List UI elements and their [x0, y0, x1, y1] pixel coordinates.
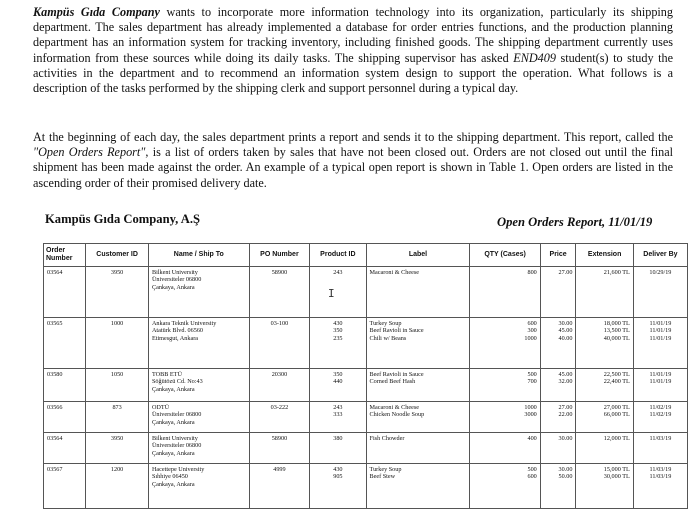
product-id: 243 333: [310, 402, 366, 433]
deliver-by: 11/03/19 11/03/19: [633, 464, 687, 509]
product-label: Fish Chowder: [366, 433, 470, 464]
col-header-qty: QTY (Cases): [470, 244, 540, 267]
product-label: Turkey Soup Beef Stew: [366, 464, 470, 509]
ship-to: ODTÜ Üniversiteler 06800 Çankaya, Ankara: [148, 402, 249, 433]
extension: 21,600 TL: [576, 267, 633, 318]
col-header-deliver: Deliver By: [633, 244, 687, 267]
po-number: 03-222: [249, 402, 310, 433]
product-label: Macaroni & Cheese Chicken Noodle Soup: [366, 402, 470, 433]
col-header-po: PO Number: [249, 244, 310, 267]
deliver-by: 10/29/19: [633, 267, 687, 318]
price: 45.00 32.00: [540, 369, 576, 402]
text-cursor-icon: I: [328, 287, 335, 300]
course-code: END409: [513, 50, 556, 65]
table-row: [44, 369, 688, 402]
deliver-by: 11/02/19 11/02/19: [633, 402, 687, 433]
price: 27.00: [540, 267, 576, 318]
price: 30.00 50.00: [540, 464, 576, 509]
col-header-name: Name / Ship To: [148, 244, 249, 267]
extension: 22,500 TL 22,400 TL: [576, 369, 633, 402]
customer-id: 3950: [86, 433, 149, 464]
price: 27.00 22.00: [540, 402, 576, 433]
qty-cases: 500 600: [470, 464, 540, 509]
intro-text-a: wants to incorporate more information technology into its organization, particularly its shipping department. The sales department has already implemented a database for order entries functions, and the production planning department has an information system for tracking inventory, including finished goods. The shipping department currently uses information from these sources while doing its daily tasks. The shipping supervisor has asked: [33, 5, 673, 65]
product-label: Beef Ravioli in Sauce Corned Beef Hash: [366, 369, 470, 402]
table-header-row: [44, 244, 688, 267]
open-orders-table-wrapper: [43, 243, 688, 488]
order-number: 03580: [44, 369, 86, 402]
col-header-customer: Customer ID: [86, 244, 149, 267]
ship-to: TOBB ETÜ Söğütözü Cd. No:43 Çankaya, Ankara: [148, 369, 249, 402]
report-text-b: , is a list of orders taken by sales that have not been closed out. Orders are not closed out until the final shipment has been made against the order. An example of a typical open report is shown in Table 1. Open orders are listed in the ascending order of their promised delivery date.: [33, 145, 673, 190]
company-name: Kampüs Gıda Company: [33, 5, 160, 19]
intro-paragraph: [33, 5, 673, 96]
ship-to: Ankara Teknik University Atatürk Blvd. 06560 Etimesgut, Ankara: [148, 318, 249, 369]
price: 30.00 45.00 40.00: [540, 318, 576, 369]
customer-id: 1000: [86, 318, 149, 369]
customer-id: 873: [86, 402, 149, 433]
product-id: 430 350 235: [310, 318, 366, 369]
table-row: [44, 402, 688, 433]
report-text-a: At the beginning of each day, the sales department prints a report and sends it to the shipping department. This report, called the: [33, 130, 673, 144]
table-row: [44, 318, 688, 369]
po-number: 58900: [249, 267, 310, 318]
report-name: "Open Orders Report": [33, 145, 146, 160]
deliver-by: 11/01/19 11/01/19 11/01/19: [633, 318, 687, 369]
po-number: 4999: [249, 464, 310, 509]
customer-id: 3950: [86, 267, 149, 318]
col-header-label: Label: [366, 244, 470, 267]
order-number: 03564: [44, 433, 86, 464]
extension: 15,000 TL 30,000 TL: [576, 464, 633, 509]
order-number: 03564: [44, 267, 86, 318]
deliver-by: 11/03/19: [633, 433, 687, 464]
col-header-order: Order Number: [44, 244, 86, 267]
report-paragraph: [33, 130, 673, 191]
ship-to: Bilkent University Üniversiteler 06800 Çankaya, Ankara: [148, 267, 249, 318]
col-header-product: Product ID: [310, 244, 366, 267]
product-id: 243: [310, 267, 366, 318]
product-id: 380: [310, 433, 366, 464]
product-id: 350 440: [310, 369, 366, 402]
po-number: 20300: [249, 369, 310, 402]
qty-cases: 500 700: [470, 369, 540, 402]
table-row: [44, 433, 688, 464]
product-label: Turkey Soup Beef Ravioli in Sauce Chili w/ Beans: [366, 318, 470, 369]
ship-to: Hacettepe University Sıhhiye 06450 Çankaya, Ankara: [148, 464, 249, 509]
extension: 27,000 TL 66,000 TL: [576, 402, 633, 433]
report-title: Open Orders Report, 11/01/19: [497, 215, 653, 229]
price: 30.00: [540, 433, 576, 464]
col-header-price: Price: [540, 244, 576, 267]
order-number: 03565: [44, 318, 86, 369]
order-number: 03566: [44, 402, 86, 433]
qty-cases: 400: [470, 433, 540, 464]
product-label: Macaroni & Cheese: [366, 267, 470, 318]
qty-cases: 1000 3000: [470, 402, 540, 433]
customer-id: 1050: [86, 369, 149, 402]
qty-cases: 600 300 1000: [470, 318, 540, 369]
extension: 12,000 TL: [576, 433, 633, 464]
report-company: Kampüs Gıda Company, A.Ş: [45, 212, 201, 226]
ship-to: Bilkent University Üniversiteler 06800 Çankaya, Ankara: [148, 433, 249, 464]
qty-cases: 800: [470, 267, 540, 318]
table-row: [44, 267, 688, 318]
table-row: [44, 464, 688, 509]
extension: 18,000 TL 13,500 TL 40,000 TL: [576, 318, 633, 369]
po-number: 03-100: [249, 318, 310, 369]
customer-id: 1200: [86, 464, 149, 509]
deliver-by: 11/01/19 11/01/19: [633, 369, 687, 402]
open-orders-table: [43, 243, 688, 509]
col-header-extension: Extension: [576, 244, 633, 267]
order-number: 03567: [44, 464, 86, 509]
intro-text-b: student(s) to study the activities in the department and to recommend an information system design to support the operation. What follows is a description of the tasks performed by the shipping clerk and support personnel during a typical day.: [33, 50, 673, 96]
product-id: 430 905: [310, 464, 366, 509]
po-number: 58900: [249, 433, 310, 464]
